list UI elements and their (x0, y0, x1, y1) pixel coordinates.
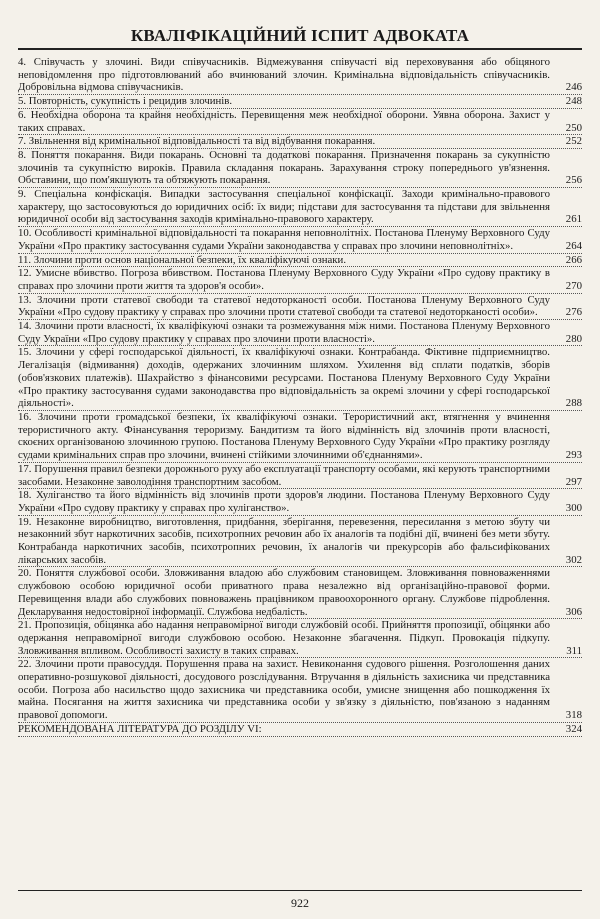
toc-entry-page: 266 (565, 253, 582, 266)
toc-entry-text: 8. Поняття покарання. Види покарань. Основні та додаткові покарання. Призначення покарань за сукупністю злочинів та сукупністю вироків. Правила складання покарань. Зарахування строку попереднього ув'язнення. Обставини, що пом'якшують та обтяжують покарання. (18, 148, 550, 187)
toc-entry-page: 324 (565, 722, 582, 735)
toc-entry-text: 4. Співучасть у злочині. Види співучасників. Відмежування співучасті від переховування або обіцяного неповідомлення про підготовлюваний або вчинюваний злочин. Кримінальна відповідальність співучасників. Добровільна відмова співучасників. (18, 56, 550, 94)
toc-entry (18, 294, 582, 320)
toc-entry (18, 320, 582, 346)
toc-entry-page: 311 (566, 644, 582, 657)
toc-entry-page: 318 (565, 709, 582, 722)
page-number: 922 (0, 896, 600, 911)
toc-entry-page: 252 (565, 135, 582, 148)
toc-entry-text: 22. Злочини проти правосуддя. Порушення права на захист. Невиконання судового рішення. Розголошення даних оперативно-розшукової діяльності, досудового розслідування. Втручання в діяльність захисника чи представника особи. Погроза або насильство щодо захисника чи представника особи, умисне знищення або пошкодження їх майна. Посягання на життя захисника чи представника особи у зв'язку з діяльністю, пов'язаною з наданням правової допомоги. (18, 658, 550, 722)
toc-entry (18, 135, 582, 149)
toc-entry-text: 6. Необхідна оборона та крайня необхідність. Перевищення меж необхідної оборони. Уявна оборона. Захист у таких справах. (18, 108, 550, 134)
page-header-title: КВАЛІФІКАЦІЙНИЙ ІСПИТ АДВОКАТА (130, 26, 470, 45)
toc-entry-page: 264 (565, 239, 582, 252)
toc-entry-text: 7. Звільнення від кримінальної відповідальності та від відбування покарання. (18, 135, 376, 148)
toc-entry-page: 250 (565, 121, 582, 134)
toc-entry-page: 256 (565, 174, 582, 187)
toc-entry-page: 246 (565, 81, 582, 94)
toc-entry-page: 293 (565, 449, 582, 462)
toc-entry-text: 12. Умисне вбивство. Погроза вбивством. Постанова Пленуму Верховного Суду України «Про судову практику в справах про злочини проти життя та здоров'я особи». (18, 267, 550, 292)
toc-entry (18, 619, 582, 658)
toc-entry-page: 261 (565, 213, 582, 226)
toc-entry (18, 658, 582, 723)
toc-entry-text: 16. Злочини проти громадської безпеки, їх кваліфікуючі ознаки. Терористичний акт, втягнення у вчинення терористичного акту. Фінансування тероризму. Бандитизм та його відмінність від злочинів проти власності, скоєних організованою злочинною групою. Постанова Пленуму Верховного Суду України «Про практику розгляду судами кримінальних справ про злочини, вчинені стійкими злочинними об'єднаннями». (18, 410, 550, 462)
toc-entry (18, 463, 582, 489)
toc-entry-page: 270 (565, 279, 582, 292)
toc-entry-text: 5. Повторність, сукупність і рецидив злочинів. (18, 95, 233, 108)
toc-entry-text: 14. Злочини проти власності, їх кваліфікуючі ознаки та розмежування між ними. Постанова Пленуму Верховного Суду України «Про судову практику у справах про злочини проти власності». (18, 320, 550, 345)
toc-entry (18, 95, 582, 109)
toc-entry (18, 56, 582, 95)
toc-entry (18, 411, 582, 463)
toc-entry (18, 489, 582, 515)
header-rule (18, 48, 582, 50)
table-of-contents (18, 56, 582, 737)
toc-entry (18, 723, 582, 737)
toc-entry-page: 297 (565, 475, 582, 488)
toc-entry-text: 10. Особливості кримінальної відповідальності та покарання неповнолітніх. Постанова Пленуму Верховного Суду України «Про практику застосування судами України законодавства у справах про злочини неповнолітніх». (18, 227, 550, 252)
toc-entry-text: 9. Спеціальна конфіскація. Випадки застосування спеціальної конфіскації. Заходи кримінально-правового характеру, що застосовуються до юридичних осіб: їх види; підстави для застосування та підстави для звільнення юридичної особи від застосування заходів кримінально-правового характеру. (18, 188, 550, 226)
toc-entry-text: 19. Незаконне виробництво, виготовлення, придбання, зберігання, перевезення, пересилання з метою збуту чи незаконний збут наркотичних засобів, психотропних речовин або їх аналогів та подібні дії, вчинені без мети збуту. Контрабанда наркотичних засобів, психотропних речовин, їх аналогів чи прекурсорів або фальсифікованих лікарських засобів. (18, 515, 550, 566)
toc-entry (18, 188, 582, 227)
toc-entry (18, 254, 582, 268)
toc-entry-text: 17. Порушення правил безпеки дорожнього руху або експлуатації транспорту особами, які керують транспортними засобами. Незаконне заволодіння транспортним засобом. (18, 462, 550, 488)
toc-entry-page: 306 (565, 605, 582, 618)
toc-entry (18, 227, 582, 253)
toc-entry (18, 149, 582, 188)
toc-entry-text: РЕКОМЕНДОВАНА ЛІТЕРАТУРА ДО РОЗДІЛУ VI: (18, 722, 262, 735)
toc-entry-text: 20. Поняття службової особи. Зловживання владою або службовим становищем. Зловживання повноваженнями службовою особою юридичної особи приватного права незалежно від організаційно-правової форми. Перевищення влади або службових повноважень працівником правоохоронного органу. Службове підроблення. Декларування недостовірної інформації. Службова недбалість. (18, 567, 550, 618)
toc-entry (18, 346, 582, 411)
toc-entry-page: 280 (565, 332, 582, 345)
toc-entry-page: 276 (565, 306, 582, 319)
toc-entry-text: 18. Хуліганство та його відмінність від злочинів проти здоров'я людини. Постанова Пленуму Верховного Суду України «Про судову практику у справах про хуліганство». (18, 489, 550, 514)
toc-entry (18, 567, 582, 619)
toc-entry (18, 109, 582, 135)
footer-rule (18, 890, 582, 891)
toc-entry (18, 516, 582, 568)
toc-entry (18, 267, 582, 293)
toc-entry-text: 11. Злочини проти основ національної безпеки, їх кваліфікуючі ознаки. (18, 253, 347, 266)
toc-entry-page: 288 (565, 397, 582, 410)
toc-entry-text: 13. Злочини проти статевої свободи та статевої недоторканості особи. Постанова Пленуму Верховного Суду України «Про судову практику у справах про злочини проти статевої свободи та статевої недоторканості особи». (18, 293, 550, 319)
toc-entry-page: 248 (565, 95, 582, 108)
toc-entry-page: 302 (565, 553, 582, 566)
toc-entry-page: 300 (565, 501, 582, 514)
toc-entry-text: 15. Злочини у сфері господарської діяльності, їх кваліфікуючі ознаки. Контрабанда. Фіктивне підприємництво. Легалізація (відмивання) доходів, одержаних злочинним шляхом. Ухилення від сплати податків, зборів (обов'язкових платежів). Шахрайство з фінансовими ресурсами. Постанова Пленуму Верховного Суду України «Про практику застосування судами законодавства про відповідальність за окремі злочини у сфері господарської діяльності». (18, 346, 550, 410)
toc-entry-text: 21. Пропозиція, обіцянка або надання неправомірної вигоди службовій особі. Прийняття пропозиції, обіцянки або одержання неправомірної вигоди службовою особою. Незаконне збагачення. Підкуп. Провокація підкупу. Зловживання впливом. Особливості захисту в таких справах. (18, 619, 550, 657)
